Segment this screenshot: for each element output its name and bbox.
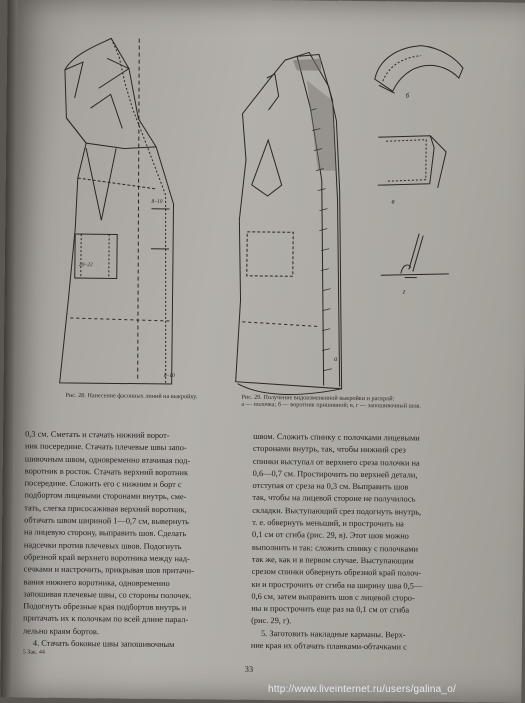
- figure-29v-seam: [378, 135, 447, 188]
- text-line: отступая от среза на 0,3 см. Выправить шов: [252, 481, 409, 492]
- pocket-dim-label: 20–22: [78, 262, 93, 269]
- page-number: 33: [244, 663, 254, 674]
- label-b: б: [405, 91, 410, 100]
- pattern-figures: [3, 0, 525, 423]
- text-line: ние края их обтачать планками-обтачками с: [250, 640, 407, 652]
- text-line: на лицевую сторону, выправить шов. Сделать: [24, 527, 187, 539]
- text-line: срезом спинки обвернуть обрезной край полоч-: [251, 567, 422, 578]
- text-line: сечками и настрочить, прикрывая шов притачи-: [23, 564, 194, 576]
- text-line: шивочным швом, одновременно втачивая под-: [24, 454, 191, 465]
- figure-29g-seam: [381, 233, 449, 278]
- text-line: 0,6 см, затем выправить шов с лицевой сторо-: [251, 591, 415, 603]
- text-line: воротник в росток. Стачать верхний воротник: [24, 466, 189, 478]
- text-line: запошивая плечевые швы, со стороны полочек.: [23, 589, 192, 601]
- text-line: притачать их к полочкам по всей длине парал-: [23, 613, 189, 625]
- text-line: складки. Выступающий срез подогнуть внутрь,: [252, 505, 422, 517]
- text-line: 5. Заготовить накладные карманы. Верх-: [260, 628, 406, 640]
- text-line: надсечки против плечевых швов. Подогнуть: [23, 540, 182, 551]
- dim-label: 8–10: [151, 198, 163, 205]
- text-line: 0,1 см от сгиба (рис. 29, в). Этот шов можно: [252, 530, 409, 541]
- label-a: а: [333, 354, 338, 363]
- printer-signature: 5 Зак. 44: [22, 649, 45, 656]
- hem-dim-label: 8–10: [163, 372, 175, 380]
- text-line: (рис. 29, г).: [251, 616, 292, 626]
- watermark-url: http://www.liveinternet.ru/users/galina_o/: [268, 684, 456, 695]
- text-line: 0,6—0,7 см. Простирочить по верхней детали,: [252, 468, 418, 480]
- text-line: так же, как и в первом случае. Выступающим: [251, 554, 414, 566]
- text-line: Подогнуть обрезные края подбортов внутрь и: [23, 601, 187, 613]
- text-line: спинки выступал от верхнего среза полочки на: [252, 456, 420, 468]
- text-line: ник посередине. Стачать плечевые швы запо-: [24, 441, 187, 453]
- text-line: лельно краям бортов.: [22, 626, 99, 637]
- text-line: т. е. обвернуть меньший, и прострочить на: [252, 517, 404, 529]
- label-g: г: [402, 287, 406, 296]
- text-line: 4. Стачать боковые швы запошивочным: [32, 638, 175, 650]
- text-line: посередине. Сложить его с нижним и борт с: [24, 478, 182, 490]
- figure-28-caption: Рис. 28. Нанесение фасонных линий на выкройку.: [65, 391, 198, 401]
- figure-29-caption: Рис. 29. Получение видоизмененной выкройки и раскрой: а — полочка; б — воротник пришивной; в, г — запошивочный шов.: [241, 393, 421, 411]
- label-v: в: [391, 197, 395, 206]
- figure-29a-pattern: [236, 52, 346, 395]
- text-line: ны и прострочить еще раз на 0,1 см от сгиба: [251, 604, 410, 615]
- text-column-left: [23, 428, 253, 652]
- text-line: обтачать швом шириной 1—0,7 см, вывернуть: [24, 515, 189, 527]
- text-line: так, чтобы на лицевой стороне не получилось: [252, 493, 416, 505]
- text-line: 0,3 см. Сметать и стачать нижний ворот-: [25, 429, 170, 441]
- text-line: швом. Сложить спинку с полочками лицевыми: [253, 431, 420, 443]
- text-line: сторонами внутрь, так, чтобы нижний срез: [252, 444, 406, 455]
- text-line: обрезной край верхнего воротника между над-: [23, 552, 190, 564]
- text-line: вания нижнего воротника, одновременно: [23, 577, 170, 588]
- text-line: ки и прострочить от сгиба на ширину шва 0,5—: [251, 579, 423, 591]
- figure-28-pattern: [60, 38, 176, 384]
- text-line: выполнить и так: сложить спинку с полочками: [251, 542, 419, 554]
- figure-29b-collar: [375, 45, 463, 94]
- text-line: подбортом лицевыми сторонами внутрь, сме-: [24, 490, 187, 502]
- text-line: тать, слегка присосаживая верхний воротник,: [24, 503, 187, 514]
- text-column-right: [251, 431, 481, 655]
